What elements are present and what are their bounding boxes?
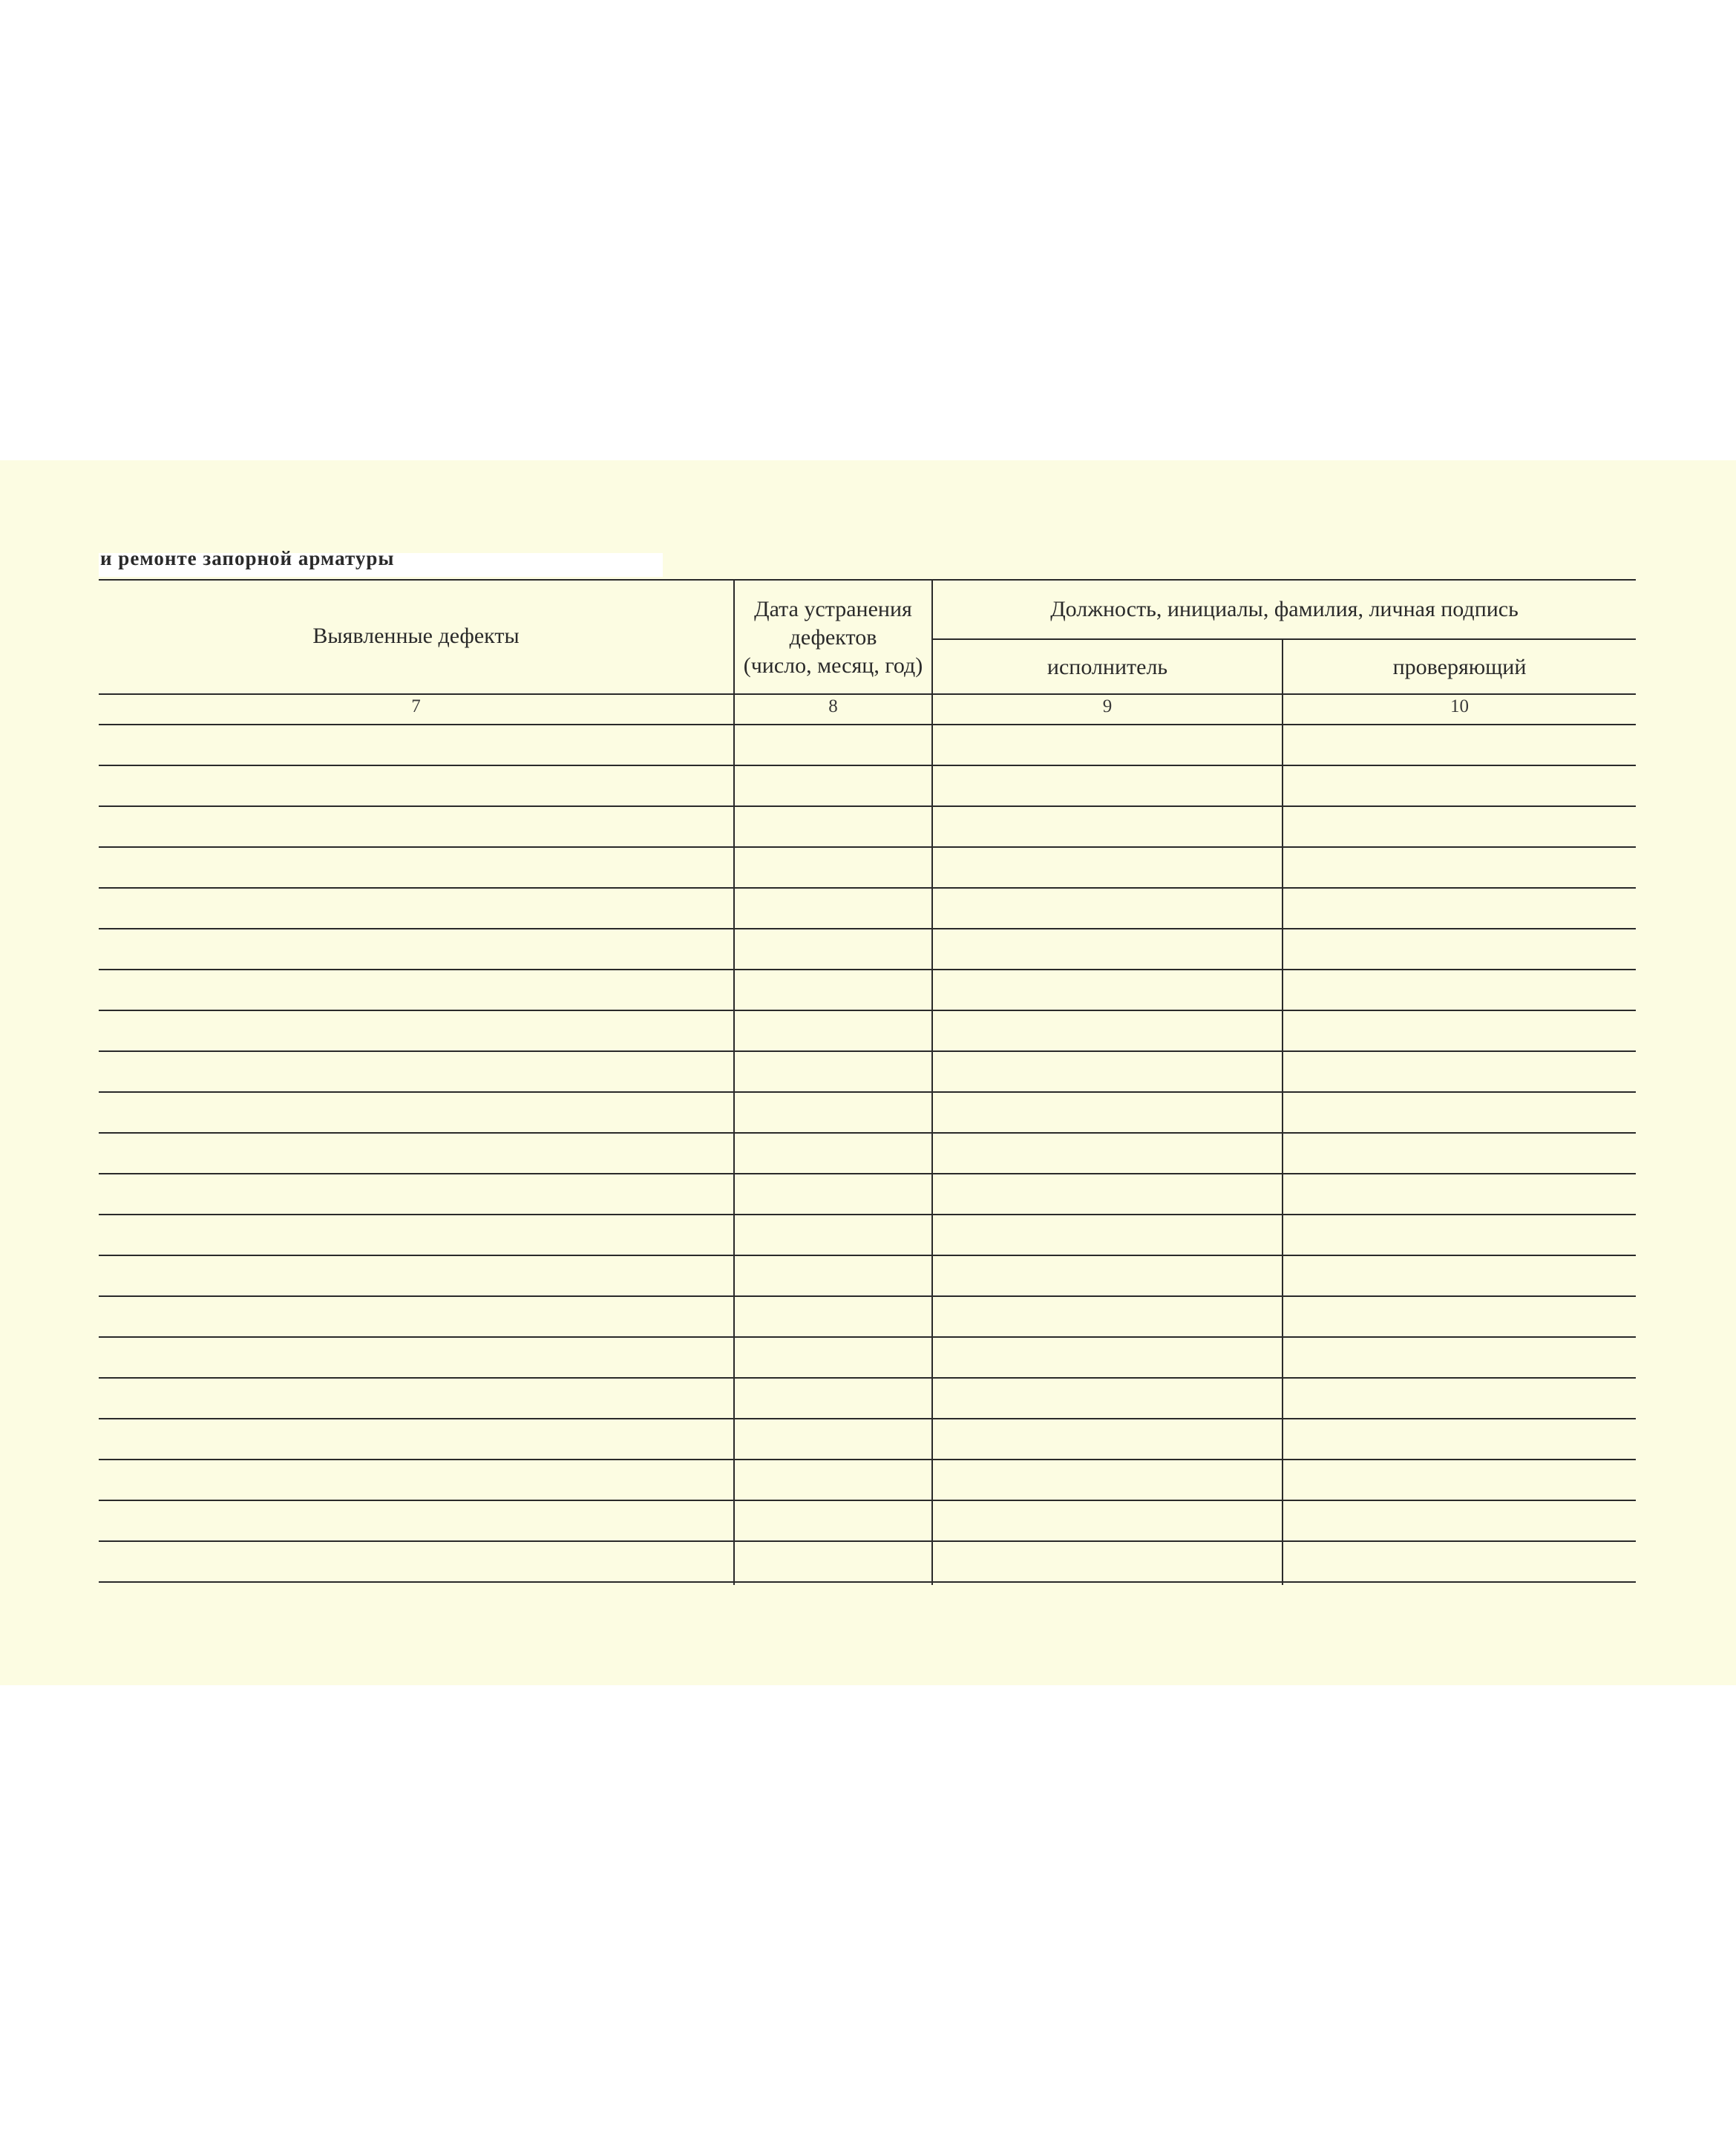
column-divider-2 [931,579,933,1585]
table-row [99,1132,1636,1134]
table-row [99,1418,1636,1419]
table-row [99,1091,1636,1093]
table-row [99,1295,1636,1297]
table-row [99,1581,1636,1583]
table-row [99,1255,1636,1256]
table-row [99,1377,1636,1379]
table-row [99,1336,1636,1338]
table-row [99,1459,1636,1460]
header-date-line2: дефектов [789,625,877,650]
column-number-9: 9 [1102,696,1113,716]
table-row [99,969,1636,970]
header-signature-group: Должность, инициалы, фамилия, личная подпись [1050,597,1519,621]
column-divider-1 [733,579,735,1585]
table-row [99,846,1636,848]
header-bottom-border [99,693,1636,695]
header-executor: исполнитель [1046,655,1168,679]
header-date-line1: Дата устранения [754,597,912,621]
header-defects: Выявленные дефекты [312,624,520,648]
table-row [99,765,1636,766]
table-row [99,887,1636,889]
table-row [99,1050,1636,1052]
header-date-line3: (число, месяц, год) [743,653,923,678]
signature-group-divider [932,638,1636,640]
table-row [99,1500,1636,1501]
number-row-border [99,724,1636,725]
column-number-10: 10 [1450,696,1469,716]
table-row [99,928,1636,929]
column-number-7: 7 [411,696,421,716]
table-row [99,1214,1636,1215]
table-row [99,1173,1636,1174]
table-row [99,1010,1636,1011]
header-inspector: проверяющий [1392,655,1527,679]
table-row [99,805,1636,807]
column-divider-3 [1282,639,1283,1585]
form-heading: и ремонте запорной арматуры [100,547,395,569]
table-row [99,1540,1636,1542]
column-number-8: 8 [828,696,838,716]
table-top-border [99,579,1636,581]
